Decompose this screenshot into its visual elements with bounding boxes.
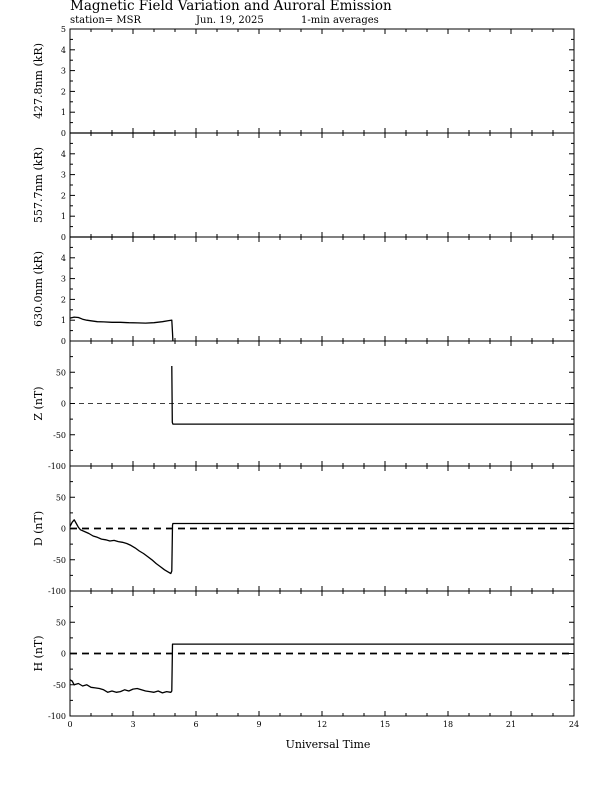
series-line [172, 366, 574, 424]
y-tick-label: 50 [55, 618, 66, 628]
panel-frame [70, 237, 574, 341]
y-tick-label: 3 [60, 274, 66, 284]
y-tick-label: -100 [48, 462, 66, 471]
y-tick-label: 50 [55, 368, 66, 378]
series-line [70, 317, 173, 341]
x-axis-title: Universal Time [285, 738, 371, 751]
y-tick-label: 5 [60, 25, 66, 34]
x-tick-label: 15 [379, 720, 391, 729]
y-axis-title: D (nT) [32, 510, 45, 547]
panel-pZ [32, 341, 574, 471]
y-tick-label: 0 [60, 399, 66, 409]
panel-pH [32, 591, 574, 721]
y-axis-title: 630.0nm (kR) [32, 250, 45, 328]
y-tick-label: 1 [60, 316, 66, 326]
x-tick-label: 9 [256, 720, 262, 729]
x-tick-label: 24 [568, 720, 580, 729]
series-line [70, 644, 574, 693]
y-tick-label: 4 [60, 253, 66, 263]
figure-title: Magnetic Field Variation and Auroral Emission [70, 0, 392, 14]
y-tick-label: 4 [60, 149, 66, 159]
y-tick-label: 1 [60, 212, 66, 222]
panel-pD [32, 466, 574, 596]
y-tick-label: 2 [60, 87, 66, 97]
y-axis-title: H (nT) [32, 635, 45, 672]
y-tick-label: 0 [60, 649, 66, 659]
y-tick-label: 0 [60, 337, 66, 346]
y-tick-label: -100 [48, 712, 66, 721]
station-label: station= MSR [70, 15, 141, 26]
panel-p5577 [32, 133, 574, 242]
averaging-label: 1-min averages [301, 15, 379, 26]
x-tick-label: 0 [67, 720, 73, 729]
y-tick-label: 0 [60, 524, 66, 534]
y-tick-label: 2 [60, 191, 66, 201]
y-tick-label: 1 [60, 108, 66, 118]
x-tick-label: 6 [193, 720, 199, 729]
x-tick-label: 18 [442, 720, 454, 729]
y-axis-title: 557.7nm (kR) [32, 146, 45, 224]
y-tick-label: 0 [60, 233, 66, 242]
panels-group [32, 25, 579, 729]
panel-p4278 [32, 25, 574, 138]
y-axis-title: Z (nT) [32, 386, 45, 421]
x-tick-label: 21 [505, 720, 517, 729]
y-tick-label: -100 [48, 587, 66, 596]
date-label: Jun. 19, 2025 [196, 15, 264, 26]
y-tick-label: 4 [60, 45, 66, 55]
y-tick-label: -50 [53, 680, 66, 690]
y-tick-label: 2 [60, 295, 66, 305]
y-tick-label: 0 [60, 129, 66, 138]
y-tick-label: 3 [60, 170, 66, 180]
x-tick-label: 12 [316, 720, 328, 729]
y-axis-title: 427.8nm (kR) [32, 42, 45, 120]
panel-frame [70, 29, 574, 133]
y-tick-label: -50 [53, 430, 66, 440]
x-tick-label: 3 [130, 720, 136, 729]
y-tick-label: -50 [53, 555, 66, 565]
y-tick-label: 3 [60, 66, 66, 76]
panel-p6300 [32, 237, 574, 346]
y-tick-label: 50 [55, 493, 66, 503]
panel-frame [70, 133, 574, 237]
